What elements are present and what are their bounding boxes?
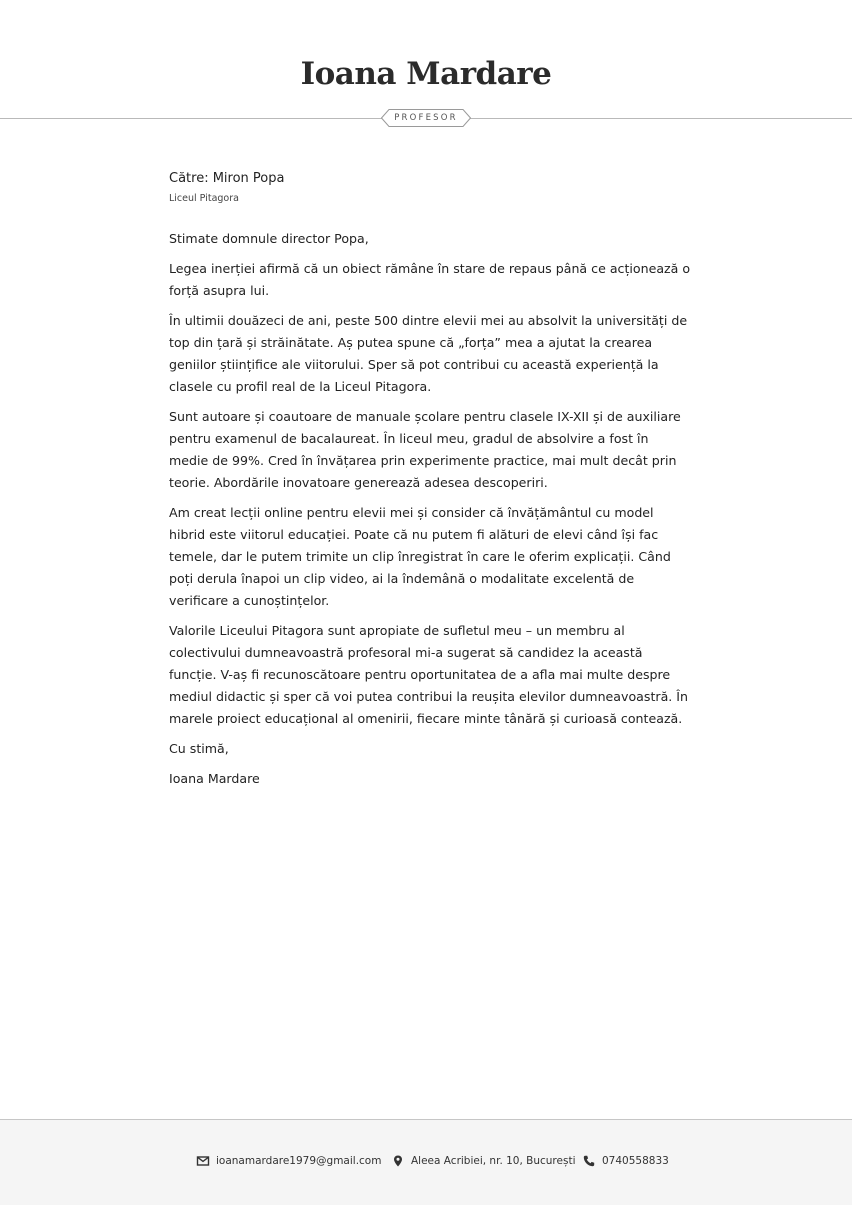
letter-paragraph: Valorile Liceului Pitagora sunt apropiate de sufletul meu – un membru al colectivului dumneavoastră profesoral mi-a sugerat să candidez la această funcție. V-aș fi recunoscătoare pentru oportunitatea de a afla mai multe despre mediul didactic și sper că voi putea contribui la reușita elevilor dumneavoastră. În marele proiect educațional al omenirii, fiecare minte tânără și curioasă contează. xyxy=(169,623,688,726)
phone-icon xyxy=(582,1154,596,1168)
contact-phone[interactable] xyxy=(582,1153,669,1169)
contact-address xyxy=(391,1153,576,1169)
salutation: Stimate domnule director Popa, xyxy=(169,231,369,246)
recipient-name: Către: Miron Popa xyxy=(169,171,285,186)
letter-body xyxy=(169,228,691,798)
closing: Cu stimă, xyxy=(169,741,229,756)
letter-paragraph: Sunt autoare și coautoare de manuale școlare pentru clasele IX-XII și de auxiliare pentru examenul de bacalaureat. În liceul meu, gradul de absolvire a fost în medie de 99%. Cred în învățarea prin experimente practice, mai mult decât prin teorie. Abordările inovatoare generează adesea descoperiri. xyxy=(169,409,681,490)
email-text: ioanamardare1979@gmail.com xyxy=(216,1155,382,1167)
letter-paragraph: Legea inerției afirmă că un obiect rămâne în stare de repaus până ce acționează o forță asupra lui. xyxy=(169,261,691,298)
resume-name: Ioana Mardare xyxy=(300,56,552,92)
letter-paragraph: În ultimii douăzeci de ani, peste 500 dintre elevii mei au absolvit la universități de top din țară și străinătate. Aș putea spune că „forța” mea a ajutat la crearea geniilor științifice ale viitorului. Sper să pot contribui cu această experiență la clasele cu profil real de la Liceul Pitagora. xyxy=(169,313,688,394)
role-label: PROFESOR xyxy=(394,113,458,123)
signature: Ioana Mardare xyxy=(169,771,260,786)
map-pin-icon xyxy=(391,1154,405,1168)
phone-text: 0740558833 xyxy=(602,1155,669,1167)
letter-paragraph: Am creat lecții online pentru elevii mei și consider că învățământul cu model hibrid este viitorul educației. Poate că nu putem fi alături de elevi când își fac temele, dar le putem trimite un clip înregistrat în care le oferim explicații. Când poți derula înapoi un clip video, ai la îndemână o modalitate excelentă de verificare a cunoștințelor. xyxy=(169,505,671,608)
recipient-organization: Liceul Pitagora xyxy=(169,193,239,204)
envelope-icon xyxy=(196,1154,210,1168)
contact-email[interactable] xyxy=(196,1153,381,1169)
address-text: Aleea Acribiei, nr. 10, București xyxy=(411,1155,576,1167)
